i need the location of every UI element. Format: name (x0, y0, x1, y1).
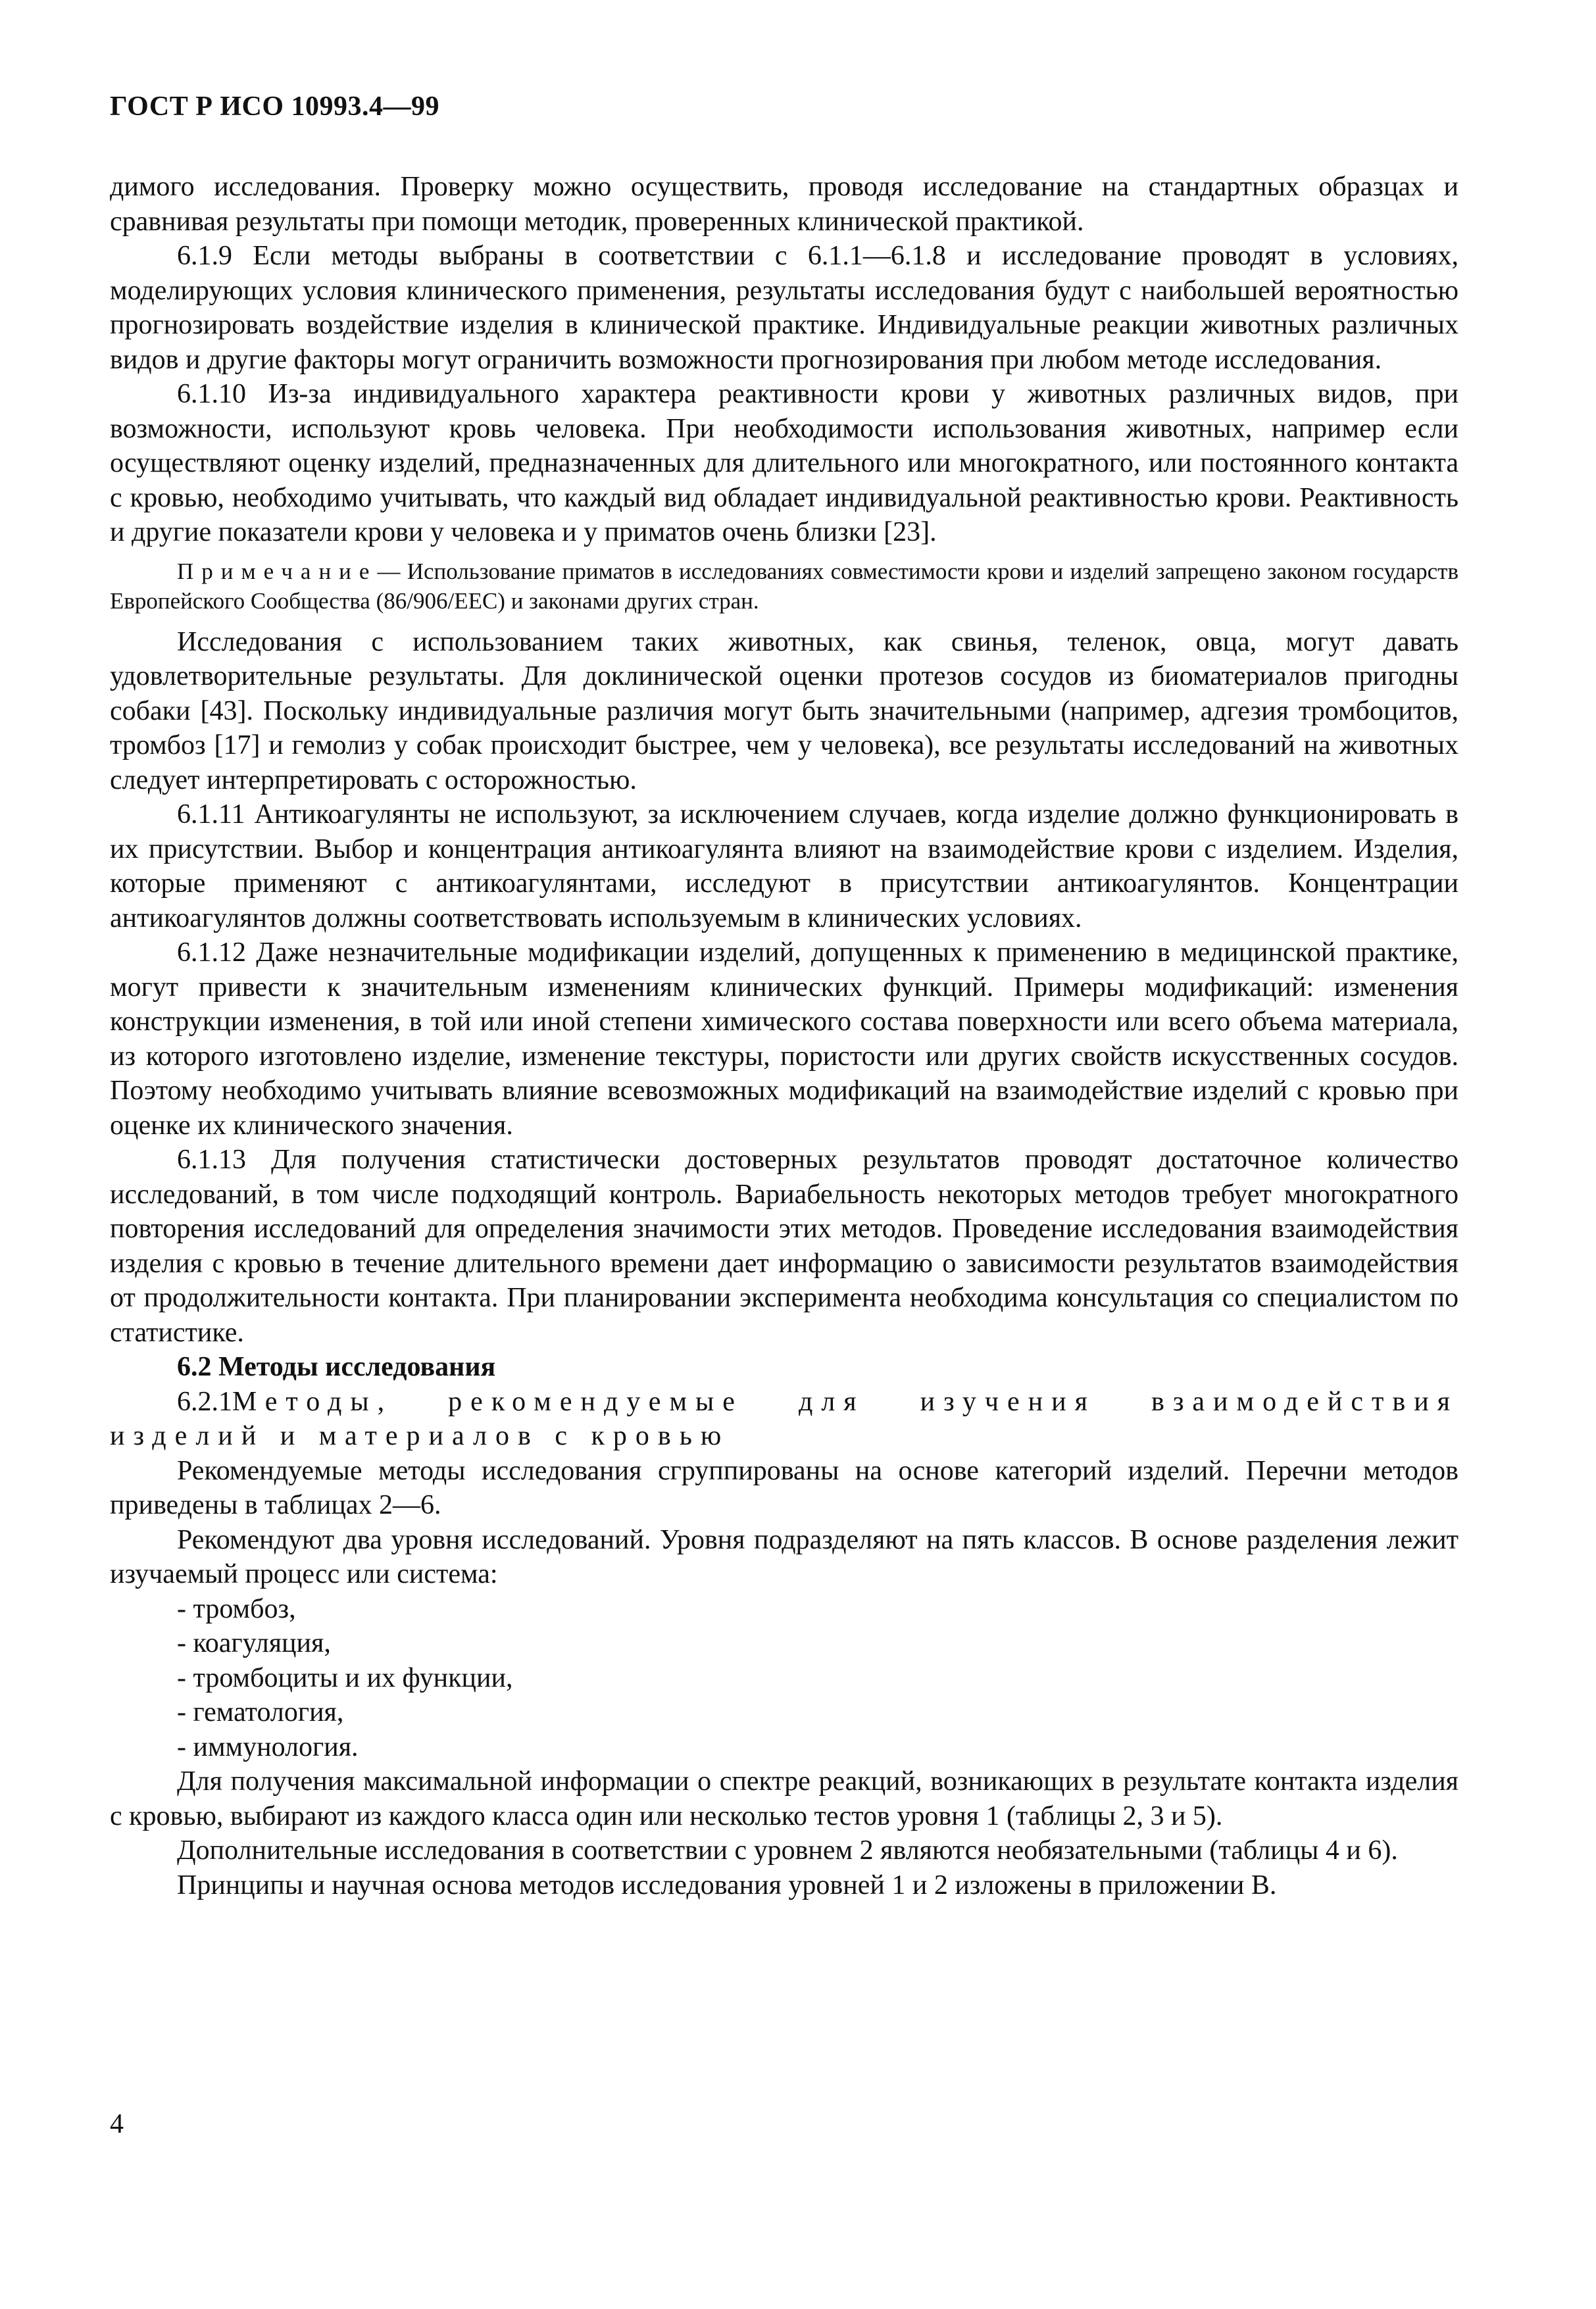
subsection-title: Методы, рекомендуемые для изучения взаимодействия изделий и материалов с кровью (110, 1386, 1459, 1451)
list-item: - гематология, (177, 1697, 344, 1727)
paragraph-levels: Рекомендуют два уровня исследований. Уровня подразделяют на пять классов. В основе разделения лежит изучаемый процесс или система: (110, 1524, 1459, 1589)
paragraph-6-1-12: 6.1.12 Даже незначительные модификации изделий, допущенных к применению в медицинской практике, могут привести к значительным изменениям клинических функций. Примеры модификаций: изменения конструкции изменения, в той или иной степени химического состава поверхности или всего объема материала, из которого изготовлено изделие, изменение текстуры, пористости или других свойств искусственных сосудов. Поэтому необходимо учитывать влияние всевозможных модификаций на взаимодействие изделий с кровью при оценке их клинического значения. (110, 937, 1459, 1141)
paragraph-level-1: Для получения максимальной информации о спектре реакций, возникающих в результате контакта изделия с кровью, выбирают из каждого класса один или несколько тестов уровня 1 (таблицы 2, 3 и 5). (110, 1766, 1459, 1831)
note-label: Примечание (177, 558, 378, 584)
paragraph-6-1-11: 6.1.11 Антикоагулянты не используют, за исключением случаев, когда изделие должно функционировать в их присутствии. Выбор и концентрация антикоагулянта влияют на взаимодействие крови с изделием. Изделия, которые применяют с антикоагулянтами, исследуют в присутствии антикоагулянтов. Концентрации антикоагулянтов должны соответствовать используемым в клинических условиях. (110, 799, 1459, 933)
paragraph-6-1-13: 6.1.13 Для получения статистически достоверных результатов проводят достаточное количество исследований, в том числе подходящий контроль. Вариабельность некоторых методов требует многократного повторения исследований для определения значимости этих методов. Проведение исследования взаимодействия изделия с кровью в течение длительного времени дает информацию о зависимости результатов взаимодействия от продолжительности контакта. При планировании эксперимента необходима консультация со специалистом по статистике. (110, 1145, 1459, 1348)
paragraph-level-2: Дополнительные исследования в соответствии с уровнем 2 являются необязательными (таблицы 4 и 6). (177, 1835, 1398, 1866)
class-list (110, 1592, 1459, 1765)
note-text: — Использование приматов в исследованиях совместимости крови и изделий запрещено законом государств Европейского Сообщества (86/906/ЕЕС) и законами других стран. (110, 558, 1459, 614)
subsection-number: 6.2.1 (177, 1386, 232, 1417)
document-body (110, 170, 1459, 1902)
list-item: - тромбоз, (177, 1593, 296, 1624)
list-item: - коагуляция, (177, 1628, 331, 1658)
list-item: - тромбоциты и их функции, (177, 1662, 513, 1693)
paragraph-6-1-9: 6.1.9 Если методы выбраны в соответствии с 6.1.1—6.1.8 и исследование проводят в условиях, моделирующих условия клинического применения, результаты исследования будут с наибольшей вероятностью прогнозировать воздействие изделия в клинической практике. Индивидуальные реакции животных различных видов и другие факторы могут ограничить возможности прогнозирования при любом методе исследования. (110, 241, 1459, 375)
subsection-heading-6-2-1 (110, 1385, 1459, 1454)
note (110, 557, 1459, 616)
page-number: 4 (110, 2109, 124, 2139)
standard-header: ГОСТ Р ИСО 10993.4—99 (110, 91, 440, 122)
paragraph-6-1-10: 6.1.10 Из-за индивидуального характера реактивности крови у животных различных видов, при возможности, используют кровь человека. При необходимости использования животных, например если осуществляют оценку изделий, предназначенных для длительного или многократного, или постоянного контакта с кровью, необходимо учитывать, что каждый вид обладает индивидуальной реактивностью крови. Реактивность и другие показатели крови у человека и у приматов очень близки [23]. (110, 379, 1459, 547)
paragraph-principles: Принципы и научная основа методов исследования уровней 1 и 2 изложены в приложении В. (177, 1870, 1277, 1900)
paragraph-animals: Исследования с использованием таких животных, как свинья, теленок, овца, могут давать удовлетворительные результаты. Для доклинической оценки протезов сосудов из биоматериалов пригодны собаки [43]. Поскольку индивидуальные различия могут быть значительными (например, адгезия тромбоцитов, тромбоз [17] и гемолиз у собак происходит быстрее, чем у человека), все результаты исследований на животных следует интерпретировать с осторожностью. (110, 626, 1459, 795)
section-heading-6-2: 6.2 Методы исследования (177, 1352, 496, 1382)
paragraph-continuation: димого исследования. Проверку можно осуществить, проводя исследование на стандартных образцах и сравнивая результаты при помощи методик, проверенных клинической практикой. (110, 172, 1459, 237)
list-item: - иммунология. (177, 1731, 359, 1762)
paragraph-methods-grouped: Рекомендуемые методы исследования сгруппированы на основе категорий изделий. Перечни методов приведены в таблицах 2—6. (110, 1455, 1459, 1520)
